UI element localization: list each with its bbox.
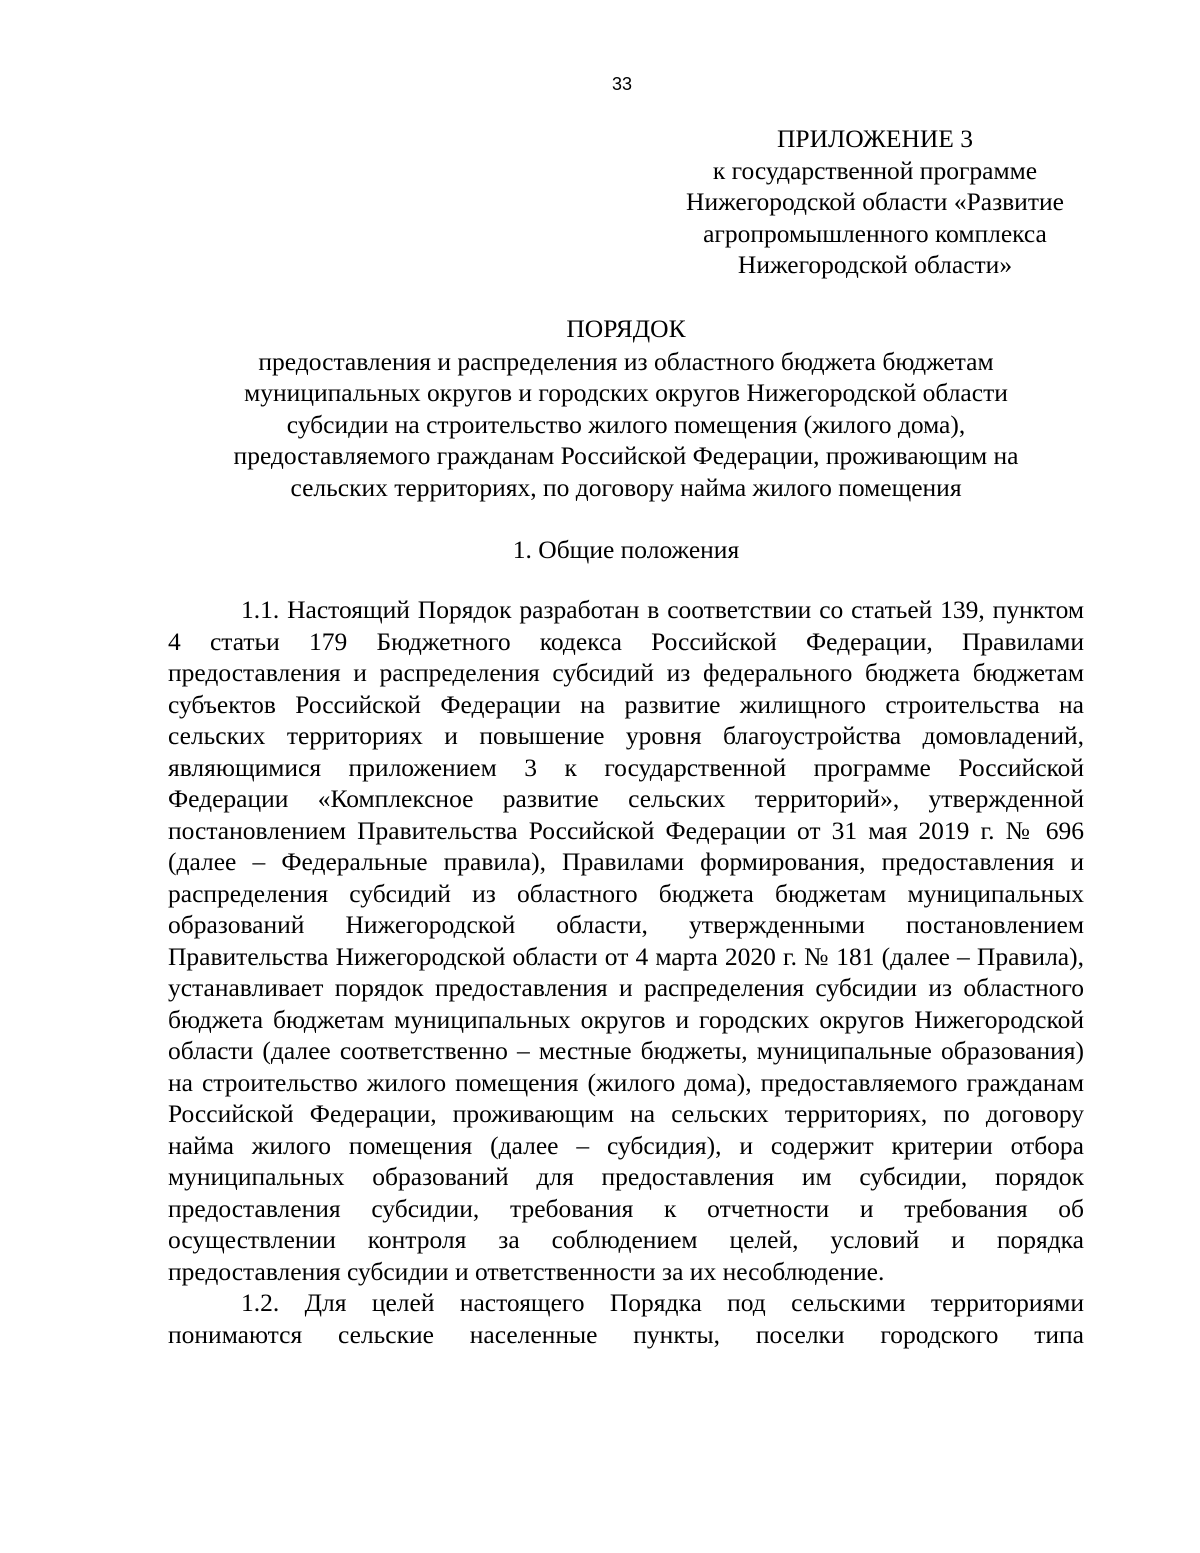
section-title: 1. Общие положения — [512, 535, 740, 564]
appendix-title: ПРИЛОЖЕНИЕ 3 — [776, 124, 974, 153]
paragraph-1-1: 1.1. Настоящий Порядок разработан в соответствии со статьей 139, пунктом 4 статьи 179 Бюджетного кодекса Российской Федерации, Правилами предоставления и распределения субсидий из федерального бюджета бюджетам субъектов Российской Федерации на развитие жилищного строительства на сельских территориях и повышение уровня благоустройства домовладений, являющимися приложением 3 к государственной программе Российской Федерации «Комплексное развитие сельских территорий», утвержденной постановлением Правительства Российской Федерации от 31 мая 2019 г. № 696 (далее – Федеральные правила), Правилами формирования, предоставления и распределения субсидий из областного бюджета бюджетам муниципальных образований Нижегородской области, утвержденными постановлением Правительства Нижегородской области от 4 марта 2020 г. № 181 (далее – Правила), устанавливает порядок предоставления и распределения субсидии из областного бюджета бюджетам муниципальных округов и городских округов Нижегородской области (далее соответственно – местные бюджеты, муниципальные образования) на строительство жилого помещения (жилого дома), предоставляемого гражданам Российской Федерации, проживающим на сельских территориях, по договору найма жилого помещения (далее – субсидия), и содержит критерии отбора муниципальных образований для предоставления им субсидии, порядок предоставления субсидии, требования к отчетности и требования об осуществлении контроля за соблюдением целей, условий и порядка предоставления субсидии и ответственности за их несоблюдение. — [168, 595, 1084, 1286]
order-subtitle-line: сельских территориях, по договору найма жилого помещения — [290, 472, 962, 502]
order-title: ПОРЯДОК — [566, 314, 686, 343]
order-header — [168, 313, 1084, 503]
order-subtitle-line: субсидии на строительство жилого помещения (жилого дома), — [286, 409, 966, 439]
appendix-line: к государственной программе — [712, 155, 1038, 185]
paragraph-1-2: 1.2. Для целей настоящего Порядка под сельскими территориями понимаются сельские населенные пункты, поселки городского типа — [168, 1288, 1084, 1349]
order-subtitle-line: муниципальных округов и городских округов Нижегородской области — [244, 378, 1008, 407]
section-body — [168, 594, 1084, 1350]
appendix-line: Нижегородской области» — [737, 250, 1013, 279]
order-subtitle-line: предоставления и распределения из областного бюджета бюджетам — [258, 346, 994, 376]
page-number: 33 — [611, 74, 633, 94]
appendix-block — [640, 123, 1110, 281]
order-subtitle-line: предоставляемого гражданам Российской Федерации, проживающим на — [233, 441, 1019, 470]
appendix-line: Нижегородской области «Развитие — [686, 187, 1064, 216]
appendix-line: агропромышленного комплекса — [703, 218, 1047, 248]
